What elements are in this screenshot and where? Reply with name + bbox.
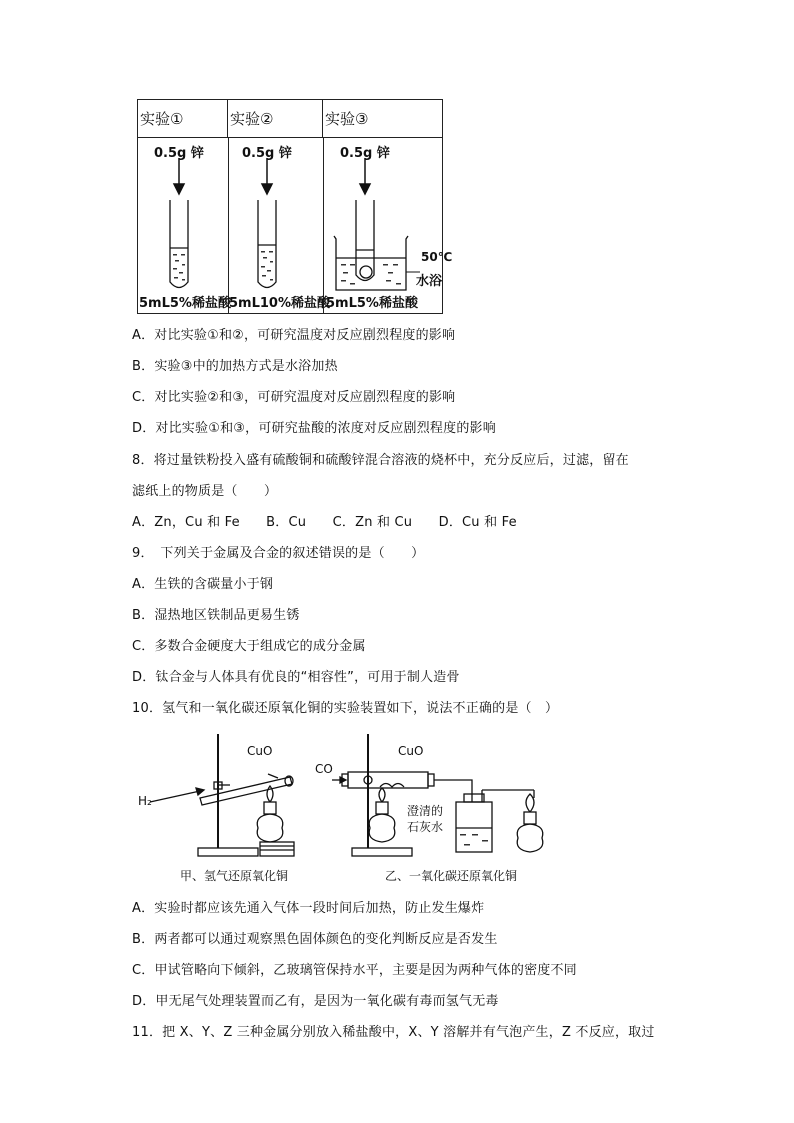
q7-option-a: A．对比实验①和②，可研究温度对反应剧烈程度的影响	[132, 328, 456, 343]
q10-option-a: A．实验时都应该先通入气体一段时间后加热，防止发生爆炸	[132, 901, 485, 916]
q9-stem: 9． 下列关于金属及合金的叙述错误的是（ ）	[132, 546, 425, 561]
limewater-label-2: 石灰水	[407, 820, 444, 834]
q9-option-a: A．生铁的含碳量小于钢	[132, 577, 274, 592]
test-tube-3	[356, 200, 374, 281]
limewater-label-1: 澄清的	[407, 804, 444, 818]
q7-option-c: C．对比实验②和③，可研究温度对反应剧烈程度的影响	[132, 390, 456, 405]
q9-option-c: C．多数合金硬度大于组成它的成分金属	[132, 639, 366, 654]
q7-option-b: B．实验③中的加热方式是水浴加热	[132, 359, 338, 374]
experiment-3-header: 实验③	[323, 100, 442, 138]
apparatus-drawing	[130, 730, 580, 890]
zinc-amount-2: 0.5g 锌	[242, 146, 292, 161]
zinc-amount-1: 0.5g 锌	[154, 146, 204, 161]
q8-stem-line1: 8．将过量铁粉投入盛有硫酸铜和硫酸锌混合溶液的烧杯中，充分反应后，过滤，留在	[132, 453, 629, 468]
acid-1: 5mL5%稀盐酸	[139, 296, 231, 311]
test-tube-2	[258, 200, 276, 288]
q10-stem: 10．氢气和一氧化碳还原氧化铜的实验装置如下，说法不正确的是（ ）	[132, 701, 559, 716]
h2-label: H₂	[138, 794, 152, 808]
q10-option-b: B．两者都可以通过观察黑色固体颜色的变化判断反应是否发生	[132, 932, 498, 947]
bath-label: 水浴	[416, 274, 443, 289]
q9-option-b: B．湿热地区铁制品更易生锈	[132, 608, 300, 623]
water-bath-beaker	[334, 236, 408, 290]
test-tube-diagrams	[138, 100, 442, 313]
zinc-amount-3: 0.5g 锌	[340, 146, 390, 161]
experiment-1-header: 实验①	[138, 100, 228, 138]
q10-option-c: C．甲试管略向下倾斜，乙玻璃管保持水平，主要是因为两种气体的密度不同	[132, 963, 577, 978]
caption-right: 乙、一氧化碳还原氧化铜	[385, 869, 518, 883]
q11-stem: 11．把 X、Y、Z 三种金属分别放入稀盐酸中，X、Y 溶解并有气泡产生，Z 不反应，取过	[132, 1025, 655, 1040]
bath-temperature: 50℃	[421, 250, 453, 264]
co-label: CO	[315, 762, 333, 776]
q10-option-d: D．甲无尾气处理装置而乙有，是因为一氧化碳有毒而氢气无毒	[132, 994, 499, 1009]
q8-stem-line2: 滤纸上的物质是（ ）	[132, 484, 278, 499]
cuo-label-left: CuO	[247, 744, 273, 758]
acid-3: 5mL5%稀盐酸	[326, 296, 418, 311]
test-tube-1	[170, 200, 188, 288]
cuo-label-right: CuO	[398, 744, 424, 758]
experiment-2-header: 实验②	[228, 100, 323, 138]
q9-option-d: D．钛合金与人体具有优良的“相容性”，可用于制人造骨	[132, 670, 460, 685]
experiment-table	[137, 99, 453, 314]
q7-option-d: D．对比实验①和③，可研究盐酸的浓度对反应剧烈程度的影响	[132, 421, 496, 436]
acid-2: 5mL10%稀盐酸	[229, 296, 330, 311]
reduction-apparatus-figure	[130, 730, 580, 890]
q8-options: A．Zn，Cu 和 Fe B．Cu C．Zn 和 Cu D．Cu 和 Fe	[132, 515, 517, 530]
caption-left: 甲、氢气还原氧化铜	[180, 869, 289, 883]
